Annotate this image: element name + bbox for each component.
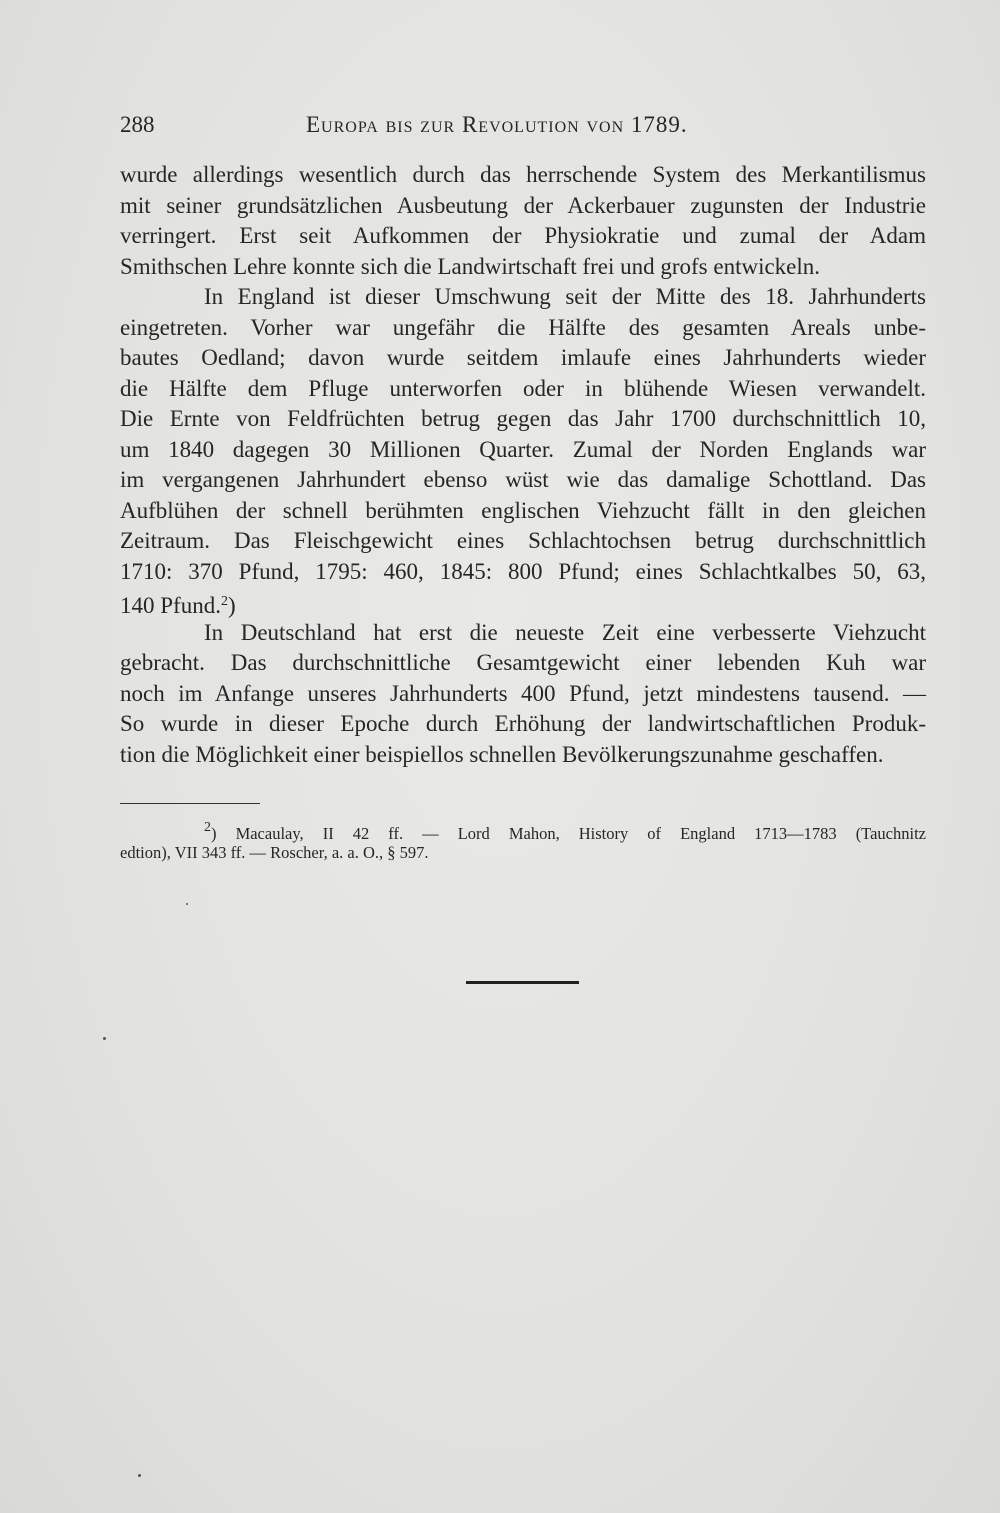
text-line: bautes Oedland; davon wurde seitdem imlaufe eines Jahrhunderts wieder	[120, 345, 926, 370]
text-line: eingetreten. Vorher war ungefähr die Hälfte des gesamten Areals unbe-	[120, 314, 926, 340]
text-line: 140 Pfund.	[120, 593, 221, 618]
footnote-line: edtion), VII 343 ff. — Roscher, a. a. O., § 597.	[120, 843, 429, 862]
footnote-line	[120, 815, 926, 843]
text-line: 1710: 370 Pfund, 1795: 460, 1845: 800 Pfund; eines Schlachtkalbes 50, 63,	[120, 558, 926, 584]
text-line: In Deutschland hat erst die neueste Zeit eine verbesserte Viehzucht	[204, 619, 926, 645]
text-line: noch im Anfange unseres Jahrhunderts 400 Pfund, jetzt mindestens tausend. —	[120, 680, 926, 706]
footnote-text: Macaulay, II 42 ff. — Lord Mahon, History of England 1713—1783 (Tauchnitz	[235, 824, 926, 843]
paper-speck	[103, 1037, 106, 1040]
text-line: mit seiner grundsätzlichen Ausbeutung der Ackerbauer zugunsten der Industrie	[120, 192, 926, 218]
text-line: gebracht. Das durchschnittliche Gesamtgewicht einer lebenden Kuh war	[120, 650, 926, 675]
text-line: Smithschen Lehre konnte sich die Landwirtschaft frei und grofs entwickeln.	[120, 253, 821, 279]
text-line: So wurde in dieser Epoche durch Erhöhung der landwirtschaftlichen Produk-	[120, 711, 926, 736]
text-line: In England ist dieser Umschwung seit der Mitte des 18. Jahrhunderts	[204, 284, 926, 309]
paper-speck	[186, 903, 188, 905]
footnote-separator	[120, 803, 260, 804]
body-text	[120, 160, 926, 770]
footnote-reference-paren: )	[227, 593, 236, 618]
page-number: 288	[120, 112, 155, 137]
text-line-with-footnote-ref	[120, 587, 926, 618]
footnotes	[120, 815, 926, 865]
text-line: tion die Möglichkeit einer beispiellos schnellen Bevölkerungszunahme geschaffen.	[120, 741, 884, 767]
paper-speck	[138, 1474, 141, 1477]
text-line: wurde allerdings wesentlich durch das herrschende System des Merkantilismus	[120, 162, 926, 187]
text-line: Die Ernte von Feldfrüchten betrug gegen das Jahr 1700 durchschnittlich 10,	[120, 406, 926, 431]
text-line: die Hälfte dem Pfluge unterworfen oder in blühende Wiesen verwandelt.	[120, 375, 926, 401]
text-line: Zeitraum. Das Fleischgewicht eines Schlachtochsen betrug durchschnittlich	[120, 528, 926, 553]
page-header	[120, 108, 926, 148]
text-line: Aufblühen der schnell berühmten englischen Viehzucht fällt in den gleichen	[120, 497, 926, 523]
text-line: verringert. Erst seit Aufkommen der Physiokratie und zumal der Adam	[120, 223, 926, 248]
text-line: um 1840 dagegen 30 Millionen Quarter. Zumal der Norden Englands war	[120, 436, 926, 462]
footnote-marker-paren: )	[211, 824, 217, 843]
text-line: im vergangenen Jahrhundert ebenso wüst wie das damalige Schottland. Das	[120, 467, 926, 492]
footnote-marker: 2	[204, 820, 211, 835]
closing-rule	[466, 981, 579, 984]
running-title: Europa bis zur Revolution von 1789.	[306, 112, 688, 137]
footnote-reference: 2	[220, 594, 228, 609]
